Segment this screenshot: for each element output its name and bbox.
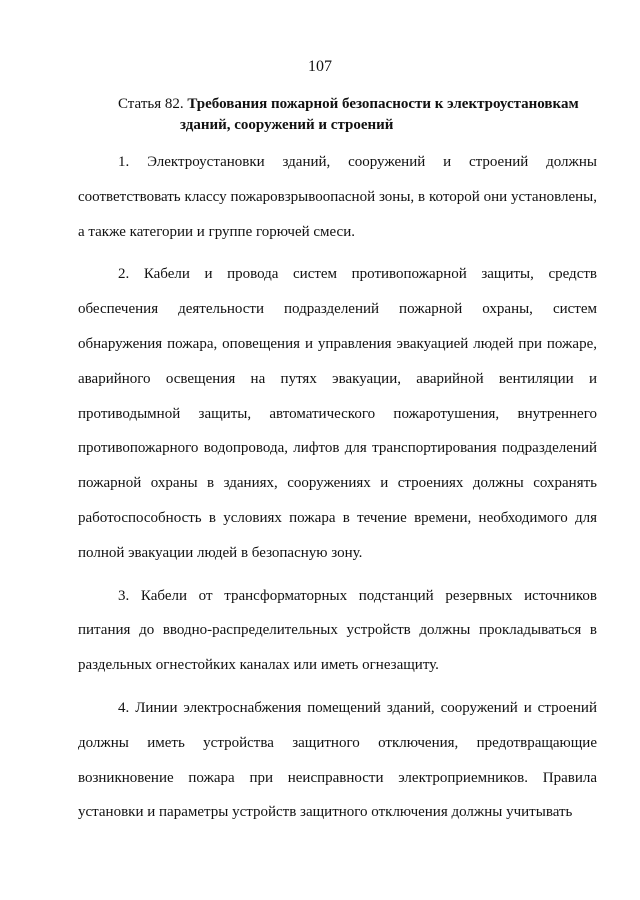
- article-title-line-1: Требования пожарной безопасности к электроустановкам: [187, 96, 579, 112]
- page-number: 107: [308, 58, 332, 75]
- article-heading: [118, 94, 598, 136]
- paragraph-1: 1. Электроустановки зданий, сооружений и строений должны соответствовать классу пожаровзрывоопасной зоны, в которой они установлены, а также категории и группе горючей смеси.: [78, 154, 597, 240]
- paragraph-4: 4. Линии электроснабжения помещений зданий, сооружений и строений должны иметь устройства защитного отключения, предотвращающие возникновение пожара при неисправности электроприемников. Правила установки и параметры устройств защитного отключения должны учитывать: [78, 699, 597, 821]
- article-title-line-2: зданий, сооружений и строений: [180, 117, 394, 133]
- paragraph-2: 2. Кабели и провода систем противопожарной защиты, средств обеспечения деятельности подразделений пожарной охраны, систем обнаружения пожара, оповещения и управления эвакуацией людей при пожаре, аварийного освещения на путях эвакуации, аварийной вентиляции и противодымной защиты, автоматического пожаротушения, внутреннего противопожарного водопровода, лифтов для транспортирования подразделений пожарной охраны в зданиях, сооружениях и строениях должны сохранять работоспособность в условиях пожара в течение времени, необходимого для полной эвакуации людей в безопасную зону.: [78, 266, 597, 561]
- article-number: Статья 82.: [118, 96, 184, 112]
- paragraph-3: 3. Кабели от трансформаторных подстанций резервных источников питания до вводно-распределительных устройств должны прокладываться в раздельных огнестойких каналах или иметь огнезащиту.: [78, 587, 597, 674]
- article-body: [78, 145, 597, 830]
